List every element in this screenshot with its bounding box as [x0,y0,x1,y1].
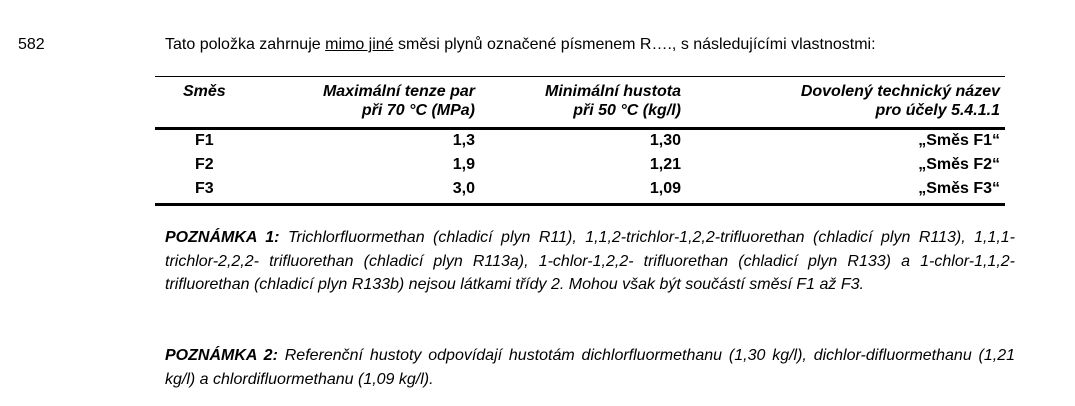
intro-text-after: směsi plynů označené písmenem R…., s následujícími vlastnostmi: [393,36,876,53]
cell-technical-name: „Směs F2“ [918,156,1000,173]
cell-mix: F3 [195,180,214,197]
header-name-line1: Dovolený technický název [800,83,1000,100]
table-bottom-rule [155,203,1005,206]
cell-pressure: 1,9 [452,156,475,173]
table-row [155,156,1005,180]
header-mix [183,82,226,101]
cell-density: 1,30 [649,132,681,149]
intro-text-before: Tato položka zahrnuje [165,36,326,53]
note-2-label: POZNÁMKA 2: [165,347,278,364]
cell-mix: F1 [195,132,214,149]
cell-pressure: 3,0 [452,180,475,197]
cell-mix: F2 [195,156,214,173]
header-pressure-line1: Maximální tenze par [322,83,475,100]
header-name-line2: pro účely 5.4.1.1 [875,102,1000,119]
cell-technical-name: „Směs F1“ [918,132,1000,149]
note-2-text: Referenční hustoty odpovídají hustotám dichlorfluormethanu (1,30 kg/l), dichlor-difluormethanu (1,21 kg/l) a chlordifluormethanu (1,09 kg/l). [165,347,1016,388]
table-top-rule [155,76,1005,77]
note-1 [165,226,1015,297]
header-density [545,82,681,120]
note-1-text: Trichlorfluormethan (chladicí plyn R11), 1,1,2-trichlor-1,2,2-trifluorethan (chladicí plyn R113), 1,1,1-trichlor-2,2,2- trifluorethan (chladicí plyn R113a), 1-chlor-1,2,2- trifluorethan (chladicí plyn R133) a 1-chlor-1,1,2- trifluorethan (chladicí plyn R133b) nejsou látkami třídy 2. Mohou však být součástí směsí F1 až F3. [165,229,1016,293]
cell-pressure: 1,3 [452,132,475,149]
table-row [155,180,1005,204]
table-header-rule [155,127,1005,130]
cell-technical-name: „Směs F3“ [918,180,1000,197]
intro-underlined-text: mimo jiné [325,36,394,53]
header-density-line1: Minimální hustota [545,83,681,100]
header-density-line2: při 50 °C (kg/l) [573,102,681,119]
header-technical-name [801,82,1000,120]
note-2 [165,344,1015,391]
cell-density: 1,09 [649,180,681,197]
cell-density: 1,21 [649,156,681,173]
table-row [155,132,1005,156]
header-mix-label: Směs [183,83,226,100]
note-1-label: POZNÁMKA 1: [165,229,280,246]
page-number: 582 [18,36,45,53]
intro-paragraph [165,36,876,54]
header-pressure [323,82,475,120]
header-pressure-line2: při 70 °C (MPa) [361,102,475,119]
